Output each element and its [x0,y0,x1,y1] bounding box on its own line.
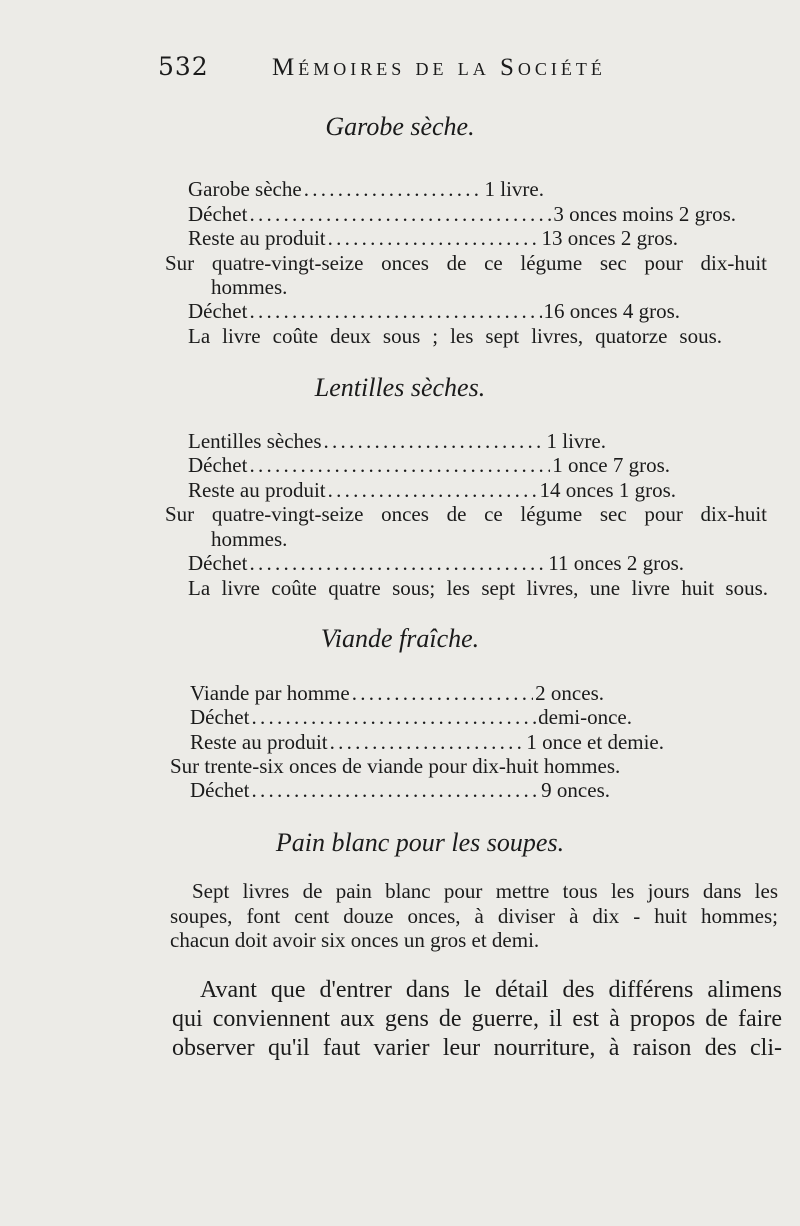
sur-line-continued: hommes. [211,275,288,299]
entry-value: 1 livre. [484,177,544,201]
entry-value: 3 onces moins 2 gros. [553,202,736,226]
entry-value: 13 onces 2 gros. [541,226,678,250]
price-line: La livre coûte quatre sous; les sept livres, une livre huit sous. [188,576,768,600]
entry-row [190,680,604,706]
leader-dots [249,298,541,324]
entry-row [188,201,736,227]
entry-label: Déchet [188,551,248,575]
entry-value: 9 onces. [541,778,610,802]
sur-line: Sur trente-six onces de viande pour dix-huit hommes. [170,754,621,778]
entry-value: 11 onces 2 gros. [548,551,684,575]
entry-row [190,704,632,730]
entry-label: Reste au produit [188,478,326,502]
paragraph-line: chacun doit avoir six onces un gros et demi. [170,928,540,952]
closing-paragraph-line: qui conviennent aux gens de guerre, il est à propos de faire [172,1006,782,1032]
entry-value: 1 once et demie. [526,730,664,754]
entry-label: Garobe sèche [188,177,302,201]
paragraph-line: Sept livres de pain blanc pour mettre tous les jours dans les [192,879,778,903]
entry-value: 16 onces 4 gros. [543,299,680,323]
entry-label: Déchet [190,778,250,802]
entry-value: 2 onces. [535,681,604,705]
entry-value: demi-once. [538,705,632,729]
entry-label: Déchet [188,202,248,226]
page-number: 532 [158,52,209,81]
running-head: Mémoires de la Société [272,54,606,81]
entry-label: Reste au produit [190,730,328,754]
section-title-viande: Viande fraîche. [320,624,480,653]
page-header [158,52,678,88]
leader-dots [249,550,546,576]
closing-paragraph-line: Avant que d'entrer dans le détail des différens alimens [200,977,782,1003]
section-title-lentilles: Lentilles sèches. [314,373,486,402]
entry-row [190,777,610,803]
entry-row [188,225,678,251]
leader-dots [328,477,538,503]
closing-paragraph-line: observer qu'il faut varier leur nourriture, à raison des cli- [172,1035,782,1061]
entry-row [188,428,606,454]
entry-label: Viande par homme [190,681,350,705]
leader-dots [251,704,536,730]
leader-dots [330,729,525,755]
entry-row [188,452,670,478]
entry-row [188,477,676,503]
leader-dots [328,225,540,251]
entry-label: Lentilles sèches [188,429,322,453]
leader-dots [352,680,533,706]
entry-row [188,550,684,576]
price-line: La livre coûte deux sous ; les sept livres, quatorze sous. [188,324,722,348]
entry-row [188,176,544,202]
leader-dots [249,452,550,478]
leader-dots [324,428,545,454]
section-title-garobe: Garobe sèche. [325,112,475,141]
entry-label: Reste au produit [188,226,326,250]
entry-label: Déchet [190,705,250,729]
paragraph-line: soupes, font cent douze onces, à diviser à dix - huit hommes; [170,904,778,928]
leader-dots [304,176,483,202]
entry-value: 14 onces 1 gros. [539,478,676,502]
section-title-pain-blanc: Pain blanc pour les soupes. [275,828,565,857]
entry-label: Déchet [188,453,248,477]
sur-line: Sur quatre-vingt-seize onces de ce légume sec pour dix-huit [165,251,767,275]
entry-row [190,729,664,755]
leader-dots [249,201,551,227]
leader-dots [251,777,539,803]
entry-value: 1 once 7 gros. [552,453,670,477]
entry-label: Déchet [188,299,248,323]
sur-line: Sur quatre-vingt-seize onces de ce légume sec pour dix-huit [165,502,767,526]
entry-value: 1 livre. [546,429,606,453]
sur-line-continued: hommes. [211,527,288,551]
entry-row [188,298,680,324]
